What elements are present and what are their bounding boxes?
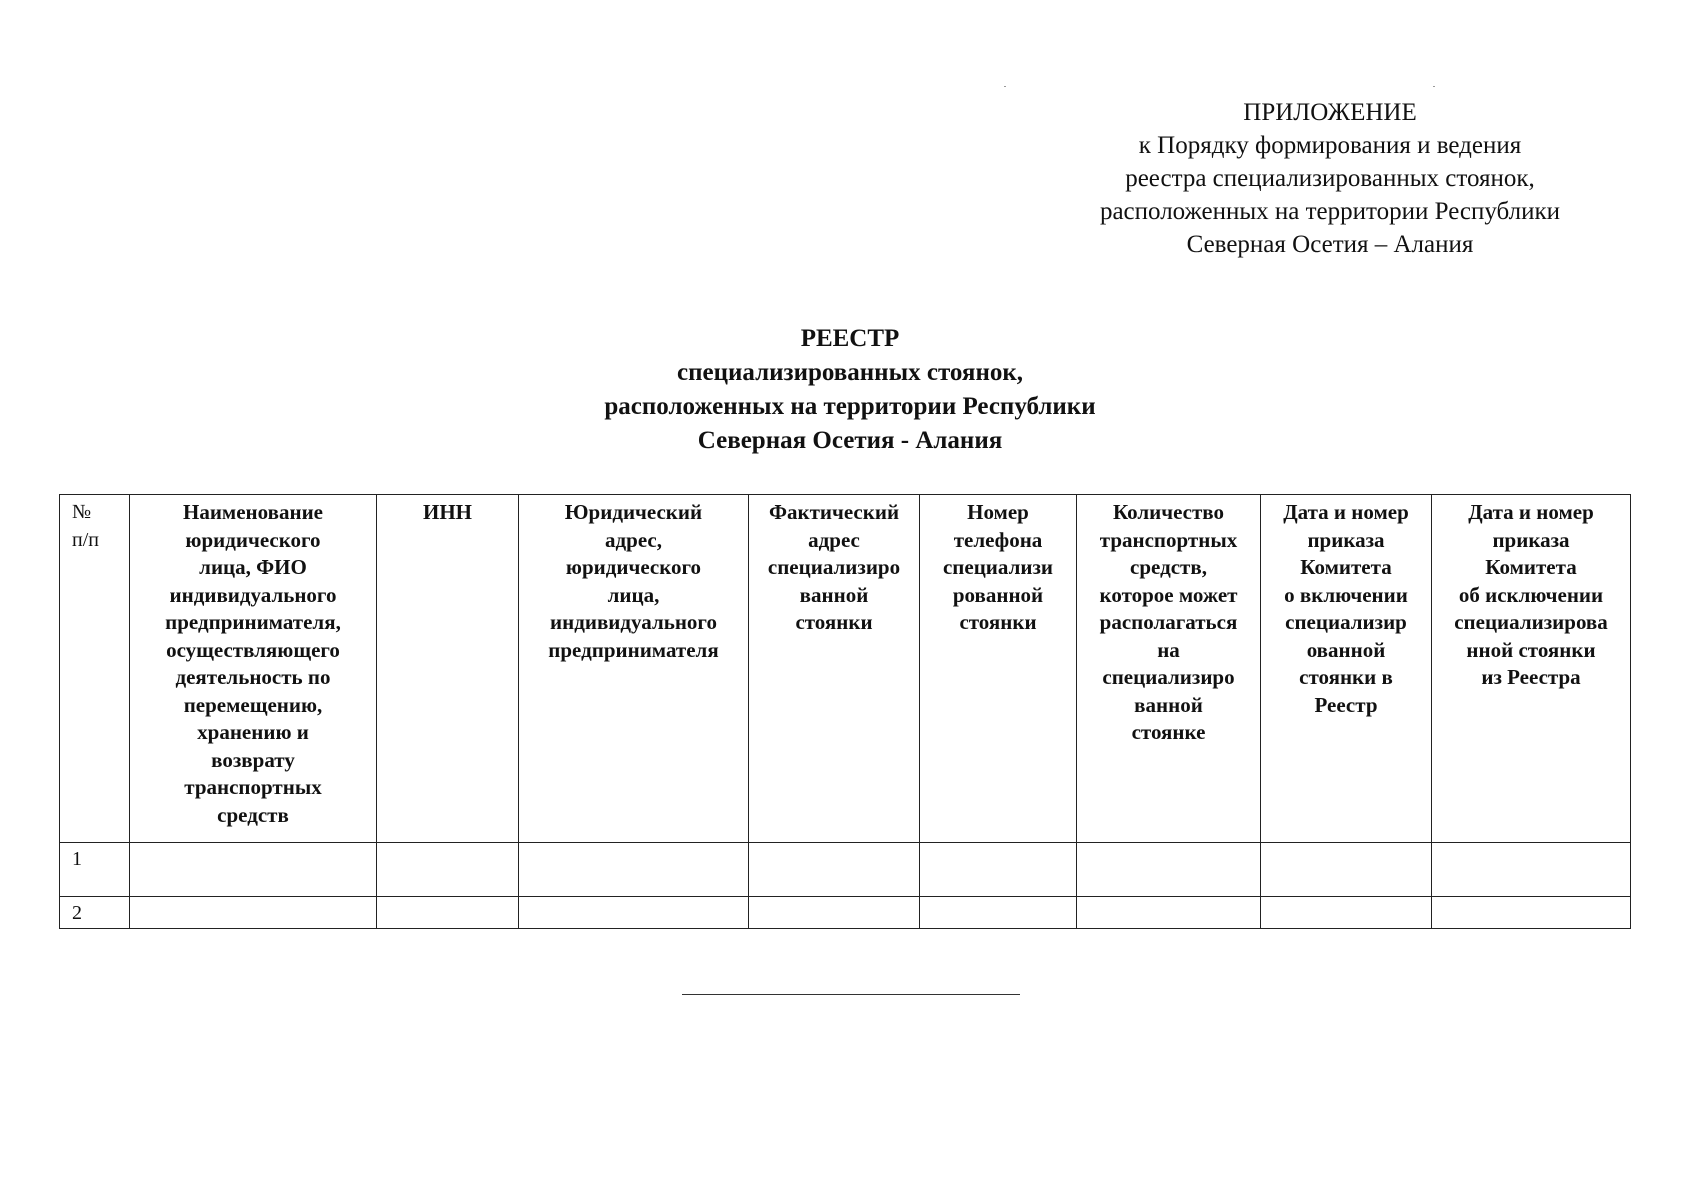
column-header-inclusion-order: Дата и номер приказа Комитета о включении специализир ованной стоянки в Реестр [1261, 495, 1432, 843]
column-header-actual-address: Фактический адрес специализиро ванной стоянки [749, 495, 920, 843]
table-cell [920, 843, 1077, 897]
table-cell [1261, 843, 1432, 897]
registry-table [59, 494, 1631, 929]
table-cell [377, 897, 519, 929]
table-row [60, 843, 1631, 897]
row-number-cell: 2 [60, 897, 130, 929]
registry-title-block [440, 322, 1260, 458]
table-cell [1077, 843, 1261, 897]
registry-subtitle-line: Северная Осетия - Алания [697, 427, 1003, 454]
scan-speck [1433, 86, 1435, 87]
table-cell [1261, 897, 1432, 929]
table-cell [377, 843, 519, 897]
table-row [60, 897, 1631, 929]
table-cell [519, 843, 749, 897]
table-cell [920, 897, 1077, 929]
table-cell [1077, 897, 1261, 929]
column-header-inn: ИНН [377, 495, 519, 843]
column-header-entity-name: Наименование юридического лица, ФИО индивидуального предпринимателя, осуществляющего деятельность по перемещению, хранению и возврату транспортных средств [130, 495, 377, 843]
appendix-line: к Порядку формирования и ведения [1138, 132, 1522, 159]
table-header-row [60, 495, 1631, 843]
appendix-line: реестра специализированных стоянок, [1125, 165, 1535, 192]
appendix-heading: ПРИЛОЖЕНИЕ [1243, 99, 1417, 126]
table-cell [1432, 843, 1631, 897]
table-cell [130, 897, 377, 929]
table-cell [130, 843, 377, 897]
column-header-phone: Номер телефона специализи рованной стоянки [920, 495, 1077, 843]
appendix-block [1050, 96, 1610, 261]
table-cell [749, 897, 920, 929]
column-header-legal-address: Юридический адрес, юридического лица, индивидуального предпринимателя [519, 495, 749, 843]
end-separator-line [682, 994, 1020, 995]
row-number-cell: 1 [60, 843, 130, 897]
table-cell [1432, 897, 1631, 929]
column-header-exclusion-order: Дата и номер приказа Комитета об исключении специализирова нной стоянки из Реестра [1432, 495, 1631, 843]
registry-subtitle-line: расположенных на территории Республики [604, 393, 1096, 420]
scan-speck [1004, 86, 1006, 87]
registry-subtitle-line: специализированных стоянок, [676, 359, 1024, 386]
column-header-number: № п/п [60, 495, 130, 843]
table-cell [519, 897, 749, 929]
appendix-line: Северная Осетия – Алания [1186, 231, 1474, 258]
table-cell [749, 843, 920, 897]
registry-title: РЕЕСТР [800, 325, 900, 352]
appendix-line: расположенных на территории Республики [1099, 198, 1561, 225]
column-header-vehicle-capacity: Количество транспортных средств, которое может располагаться на специализиро ванной стоянке [1077, 495, 1261, 843]
